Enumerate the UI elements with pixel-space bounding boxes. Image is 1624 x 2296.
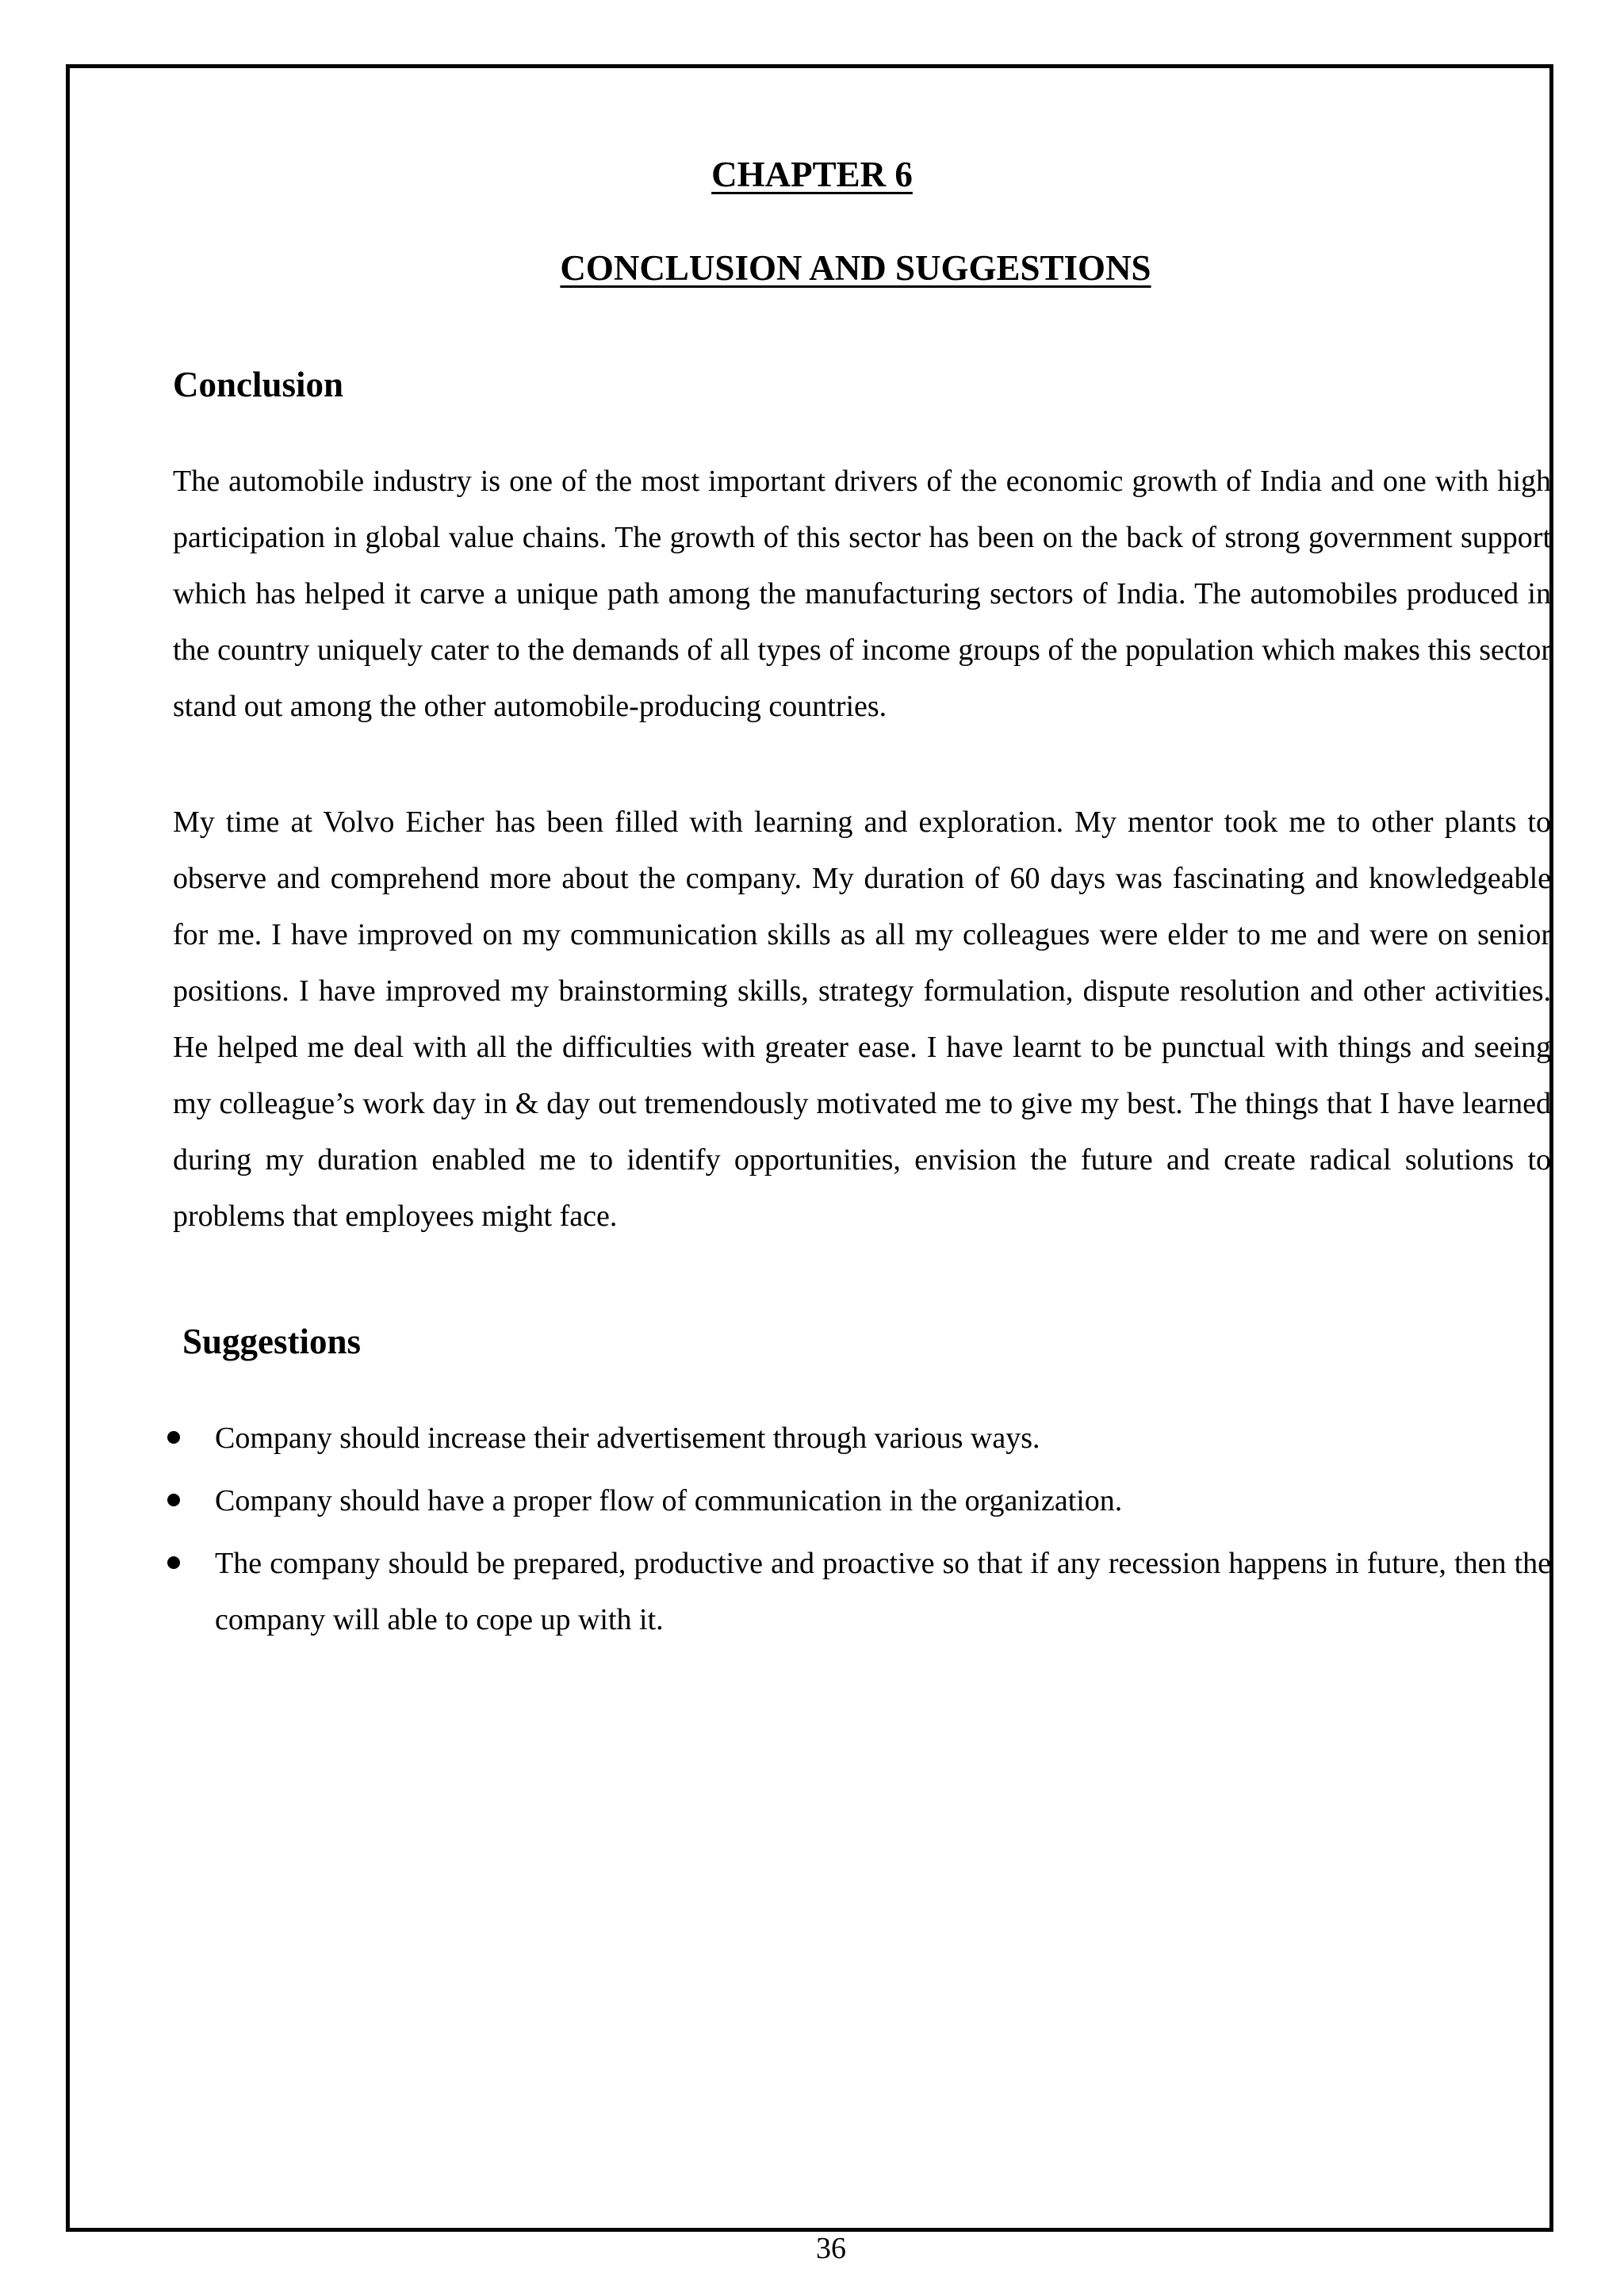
chapter-title	[0, 248, 1624, 288]
chapter-number-text: CHAPTER 6	[711, 155, 913, 194]
suggestion-text: Company should have a proper flow of communication in the organization.	[215, 1484, 1123, 1517]
bullet-icon	[167, 1494, 180, 1506]
suggestions-heading: Suggestions	[182, 1322, 362, 1361]
conclusion-paragraph-1: The automobile industry is one of the most important drivers of the economic growth of India and one with high participation in global value chains. The growth of this sector has been on the back of strong government support which has helped it carve a unique path among the manufacturing sectors of India. The automobiles produced in the country uniquely cater to the demands of all types of income groups of the population which makes this sector stand out among the other automobile-producing countries.	[173, 465, 1551, 723]
chapter-number	[0, 157, 1624, 193]
bullet-icon	[167, 1431, 180, 1444]
conclusion-heading: Conclusion	[173, 365, 344, 404]
bullet-icon	[167, 1556, 180, 1569]
suggestion-text: Company should increase their advertisement through various ways.	[215, 1422, 1040, 1455]
suggestions-list	[163, 1410, 1551, 1648]
suggestion-item-3	[163, 1536, 1551, 1648]
suggestion-text: The company should be prepared, productive and proactive so that if any recession happens in future, then the company will able to cope up with it.	[215, 1547, 1551, 1636]
chapter-title-text: CONCLUSION AND SUGGESTIONS	[560, 248, 1151, 288]
page-number: 36	[816, 2232, 846, 2265]
suggestion-item-2	[163, 1473, 1551, 1529]
conclusion-paragraph-2: My time at Volvo Eicher has been filled with learning and exploration. My mentor took me to other plants to observe and comprehend more about the company. My duration of 60 days was fascinating and knowledgeable for me. I have improved on my communication skills as all my colleagues were elder to me and were on senior positions. I have improved my brainstorming skills, strategy formulation, dispute resolution and other activities. He helped me deal with all the difficulties with greater ease. I have learnt to be punctual with things and seeing my colleague’s work day in & day out tremendously motivated me to give my best. The things that I have learned during my duration enabled me to identify opportunities, envision the future and create radical solutions to problems that employees might face.	[173, 806, 1551, 1233]
suggestion-item-1	[163, 1410, 1551, 1467]
